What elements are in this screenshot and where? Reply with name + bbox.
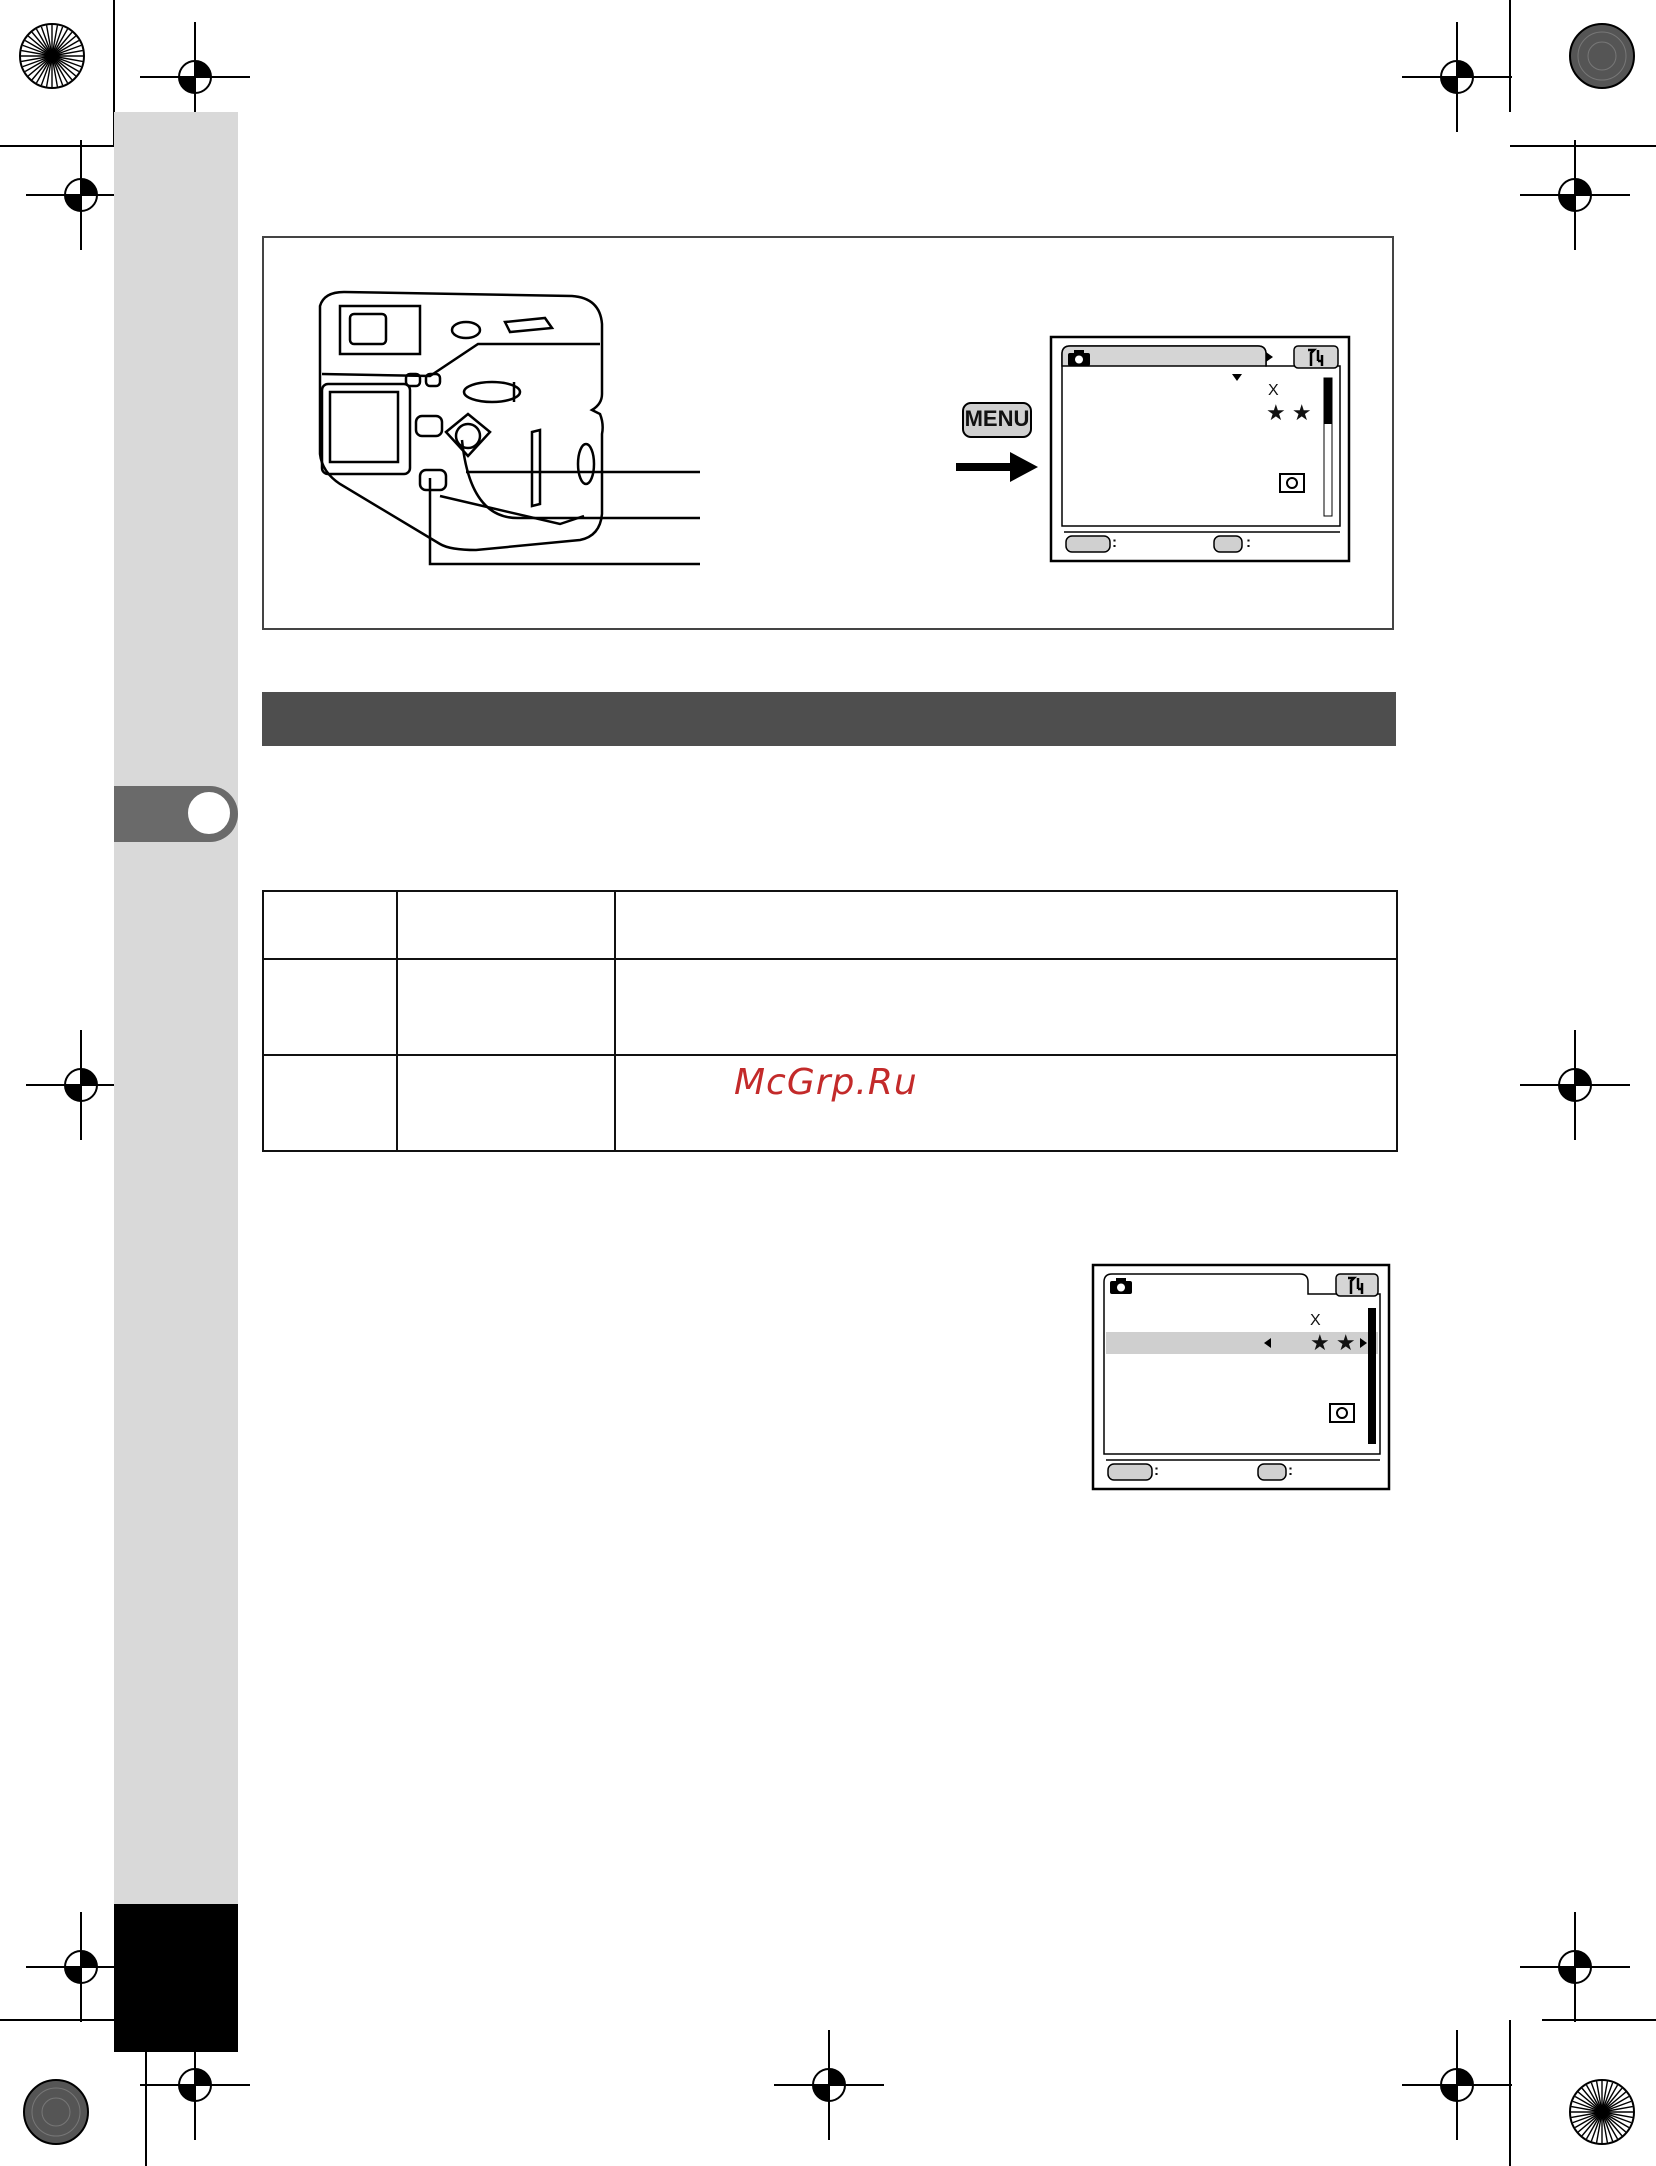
camera-icon bbox=[1110, 1278, 1132, 1294]
chapter-number-circle bbox=[186, 790, 232, 836]
table-row bbox=[263, 891, 1397, 959]
registration-mark-icon bbox=[774, 2030, 884, 2140]
registration-mark-icon bbox=[1520, 1912, 1630, 2022]
table-cell bbox=[263, 891, 397, 959]
table-cell bbox=[397, 959, 615, 1055]
table-cell bbox=[263, 1055, 397, 1151]
table-cell bbox=[615, 959, 1397, 1055]
settings-table bbox=[262, 890, 1398, 1152]
lcd-top-footer-right: : bbox=[1246, 534, 1251, 551]
camera-icon bbox=[1068, 350, 1090, 366]
table-cell bbox=[397, 891, 615, 959]
gray-target-icon bbox=[22, 2078, 90, 2146]
table-cell bbox=[615, 891, 1397, 959]
star-target-icon bbox=[1568, 2078, 1636, 2146]
watermark: McGrp.Ru bbox=[734, 1062, 918, 1103]
wrench-icon bbox=[1306, 349, 1326, 367]
lcd-top-value-x: X bbox=[1268, 382, 1279, 399]
wrench-icon bbox=[1346, 1277, 1366, 1295]
table-cell bbox=[397, 1055, 615, 1151]
lcd-screen-top bbox=[1050, 336, 1350, 562]
table-cell bbox=[263, 959, 397, 1055]
lcd-bottom-footer-right: : bbox=[1288, 1462, 1293, 1479]
registration-mark-icon bbox=[1402, 2030, 1512, 2140]
registration-mark-icon bbox=[1520, 1030, 1630, 1140]
lcd-bottom-value-x: X bbox=[1310, 1312, 1321, 1329]
section-heading-bar bbox=[262, 692, 1396, 746]
lcd-screen-bottom bbox=[1092, 1264, 1390, 1490]
menu-key-label: MENU bbox=[964, 406, 1030, 431]
lcd-bottom-value-stars: ★ ★ bbox=[1310, 1330, 1356, 1355]
table-cell bbox=[615, 1055, 1397, 1151]
lcd-top-value-stars: ★ ★ bbox=[1266, 400, 1312, 425]
lcd-bottom-footer-left: : bbox=[1154, 1462, 1159, 1479]
table-row bbox=[263, 959, 1397, 1055]
lcd-top-footer-left: : bbox=[1112, 534, 1117, 551]
right-arrow-icon bbox=[956, 450, 1038, 484]
page-number-block bbox=[114, 1904, 238, 2052]
leader-lines bbox=[0, 0, 1656, 700]
